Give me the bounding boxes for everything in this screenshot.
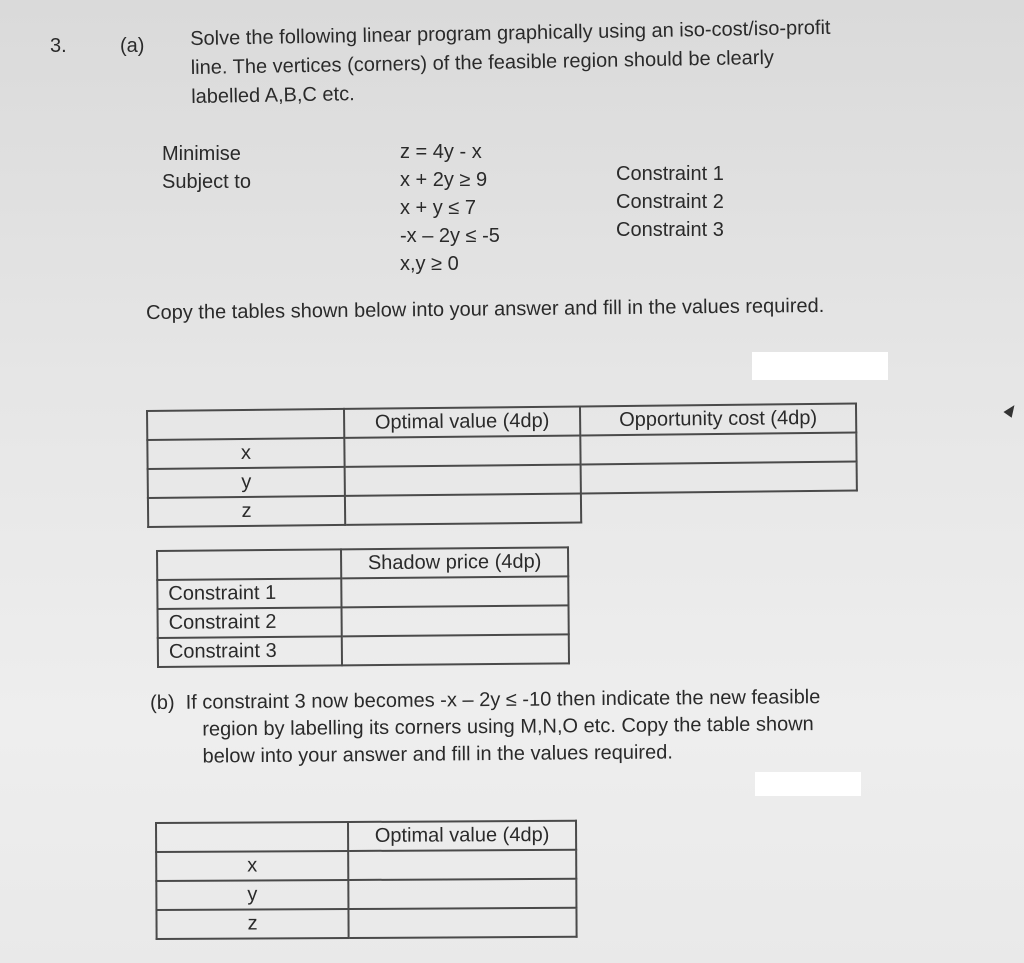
answer-cell[interactable] [580, 433, 856, 465]
answer-cell[interactable] [341, 576, 568, 607]
answer-cell[interactable] [348, 879, 576, 909]
table-header-cell: Shadow price (4dp) [341, 547, 568, 578]
part-a-label: (a) [120, 35, 145, 57]
copy-instruction: Copy the tables shown below into your answer and fill in the values required. [146, 294, 825, 324]
row-label-y: y [156, 880, 348, 910]
shadow-price-table [156, 546, 570, 668]
mouse-cursor-icon [1003, 402, 1018, 418]
row-label-constraint-1: Constraint 1 [157, 578, 341, 609]
lp-labels [162, 140, 251, 196]
part-b-label: (b) [150, 691, 175, 714]
row-label-x: x [147, 438, 344, 469]
table-header-cell [147, 409, 344, 440]
row-label-y: y [148, 467, 345, 498]
constraint-2-expression: x + y ≤ 7 [400, 197, 477, 219]
part-b-line: region by labelling its corners using M,N,O etc. Copy the table shown [202, 713, 814, 741]
empty-space [581, 491, 857, 523]
minimise-label: Minimise [162, 143, 241, 165]
redaction-box [755, 772, 861, 796]
part-b-line: If constraint 3 now becomes -x – 2y ≤ -10 then indicate the new feasible [185, 686, 821, 714]
row-label-constraint-2: Constraint 2 [158, 607, 342, 638]
question-instruction [190, 14, 832, 112]
answer-cell[interactable] [345, 464, 581, 495]
constraint-name: Constraint 3 [616, 219, 724, 241]
constraint-names [616, 160, 724, 244]
row-label-z: z [156, 909, 348, 939]
question-number: 3. [50, 35, 67, 57]
table-header-cell [157, 549, 341, 580]
redaction-box [752, 352, 888, 380]
row-label-z: z [148, 496, 345, 527]
answer-cell[interactable] [342, 634, 569, 665]
table-header-cell: Optimal value (4dp) [348, 821, 576, 851]
instruction-line: line. The vertices (corners) of the feasible region should be clearly [190, 46, 775, 79]
table-header-cell [156, 822, 348, 852]
answer-cell[interactable] [581, 462, 857, 494]
constraint-1-expression: x + 2y ≥ 9 [400, 169, 488, 191]
nonnegativity-constraint: x,y ≥ 0 [400, 253, 459, 275]
answer-cell[interactable] [348, 908, 576, 938]
part-b-text [150, 684, 821, 771]
constraint-3-expression: -x – 2y ≤ -5 [400, 225, 500, 247]
answer-cell[interactable] [344, 435, 580, 466]
constraint-name: Constraint 2 [616, 191, 724, 213]
answer-cell[interactable] [345, 493, 581, 524]
optimal-values-table [146, 403, 858, 528]
table-header-cell: Opportunity cost (4dp) [580, 404, 856, 436]
part-b-line: below into your answer and fill in the values required. [202, 741, 673, 768]
row-label-constraint-3: Constraint 3 [158, 636, 342, 667]
part-b-optimal-table [155, 820, 578, 940]
instruction-line: labelled A,B,C etc. [191, 83, 355, 108]
table-header-cell: Optimal value (4dp) [344, 406, 580, 437]
answer-cell[interactable] [348, 850, 576, 880]
answer-cell[interactable] [342, 605, 569, 636]
row-label-x: x [156, 851, 348, 881]
lp-formulation [400, 138, 500, 278]
subject-to-label: Subject to [162, 171, 251, 193]
instruction-line: Solve the following linear program graphically using an iso-cost/iso-profit [190, 16, 831, 50]
objective-function: z = 4y - x [400, 141, 482, 163]
constraint-name: Constraint 1 [616, 163, 724, 185]
